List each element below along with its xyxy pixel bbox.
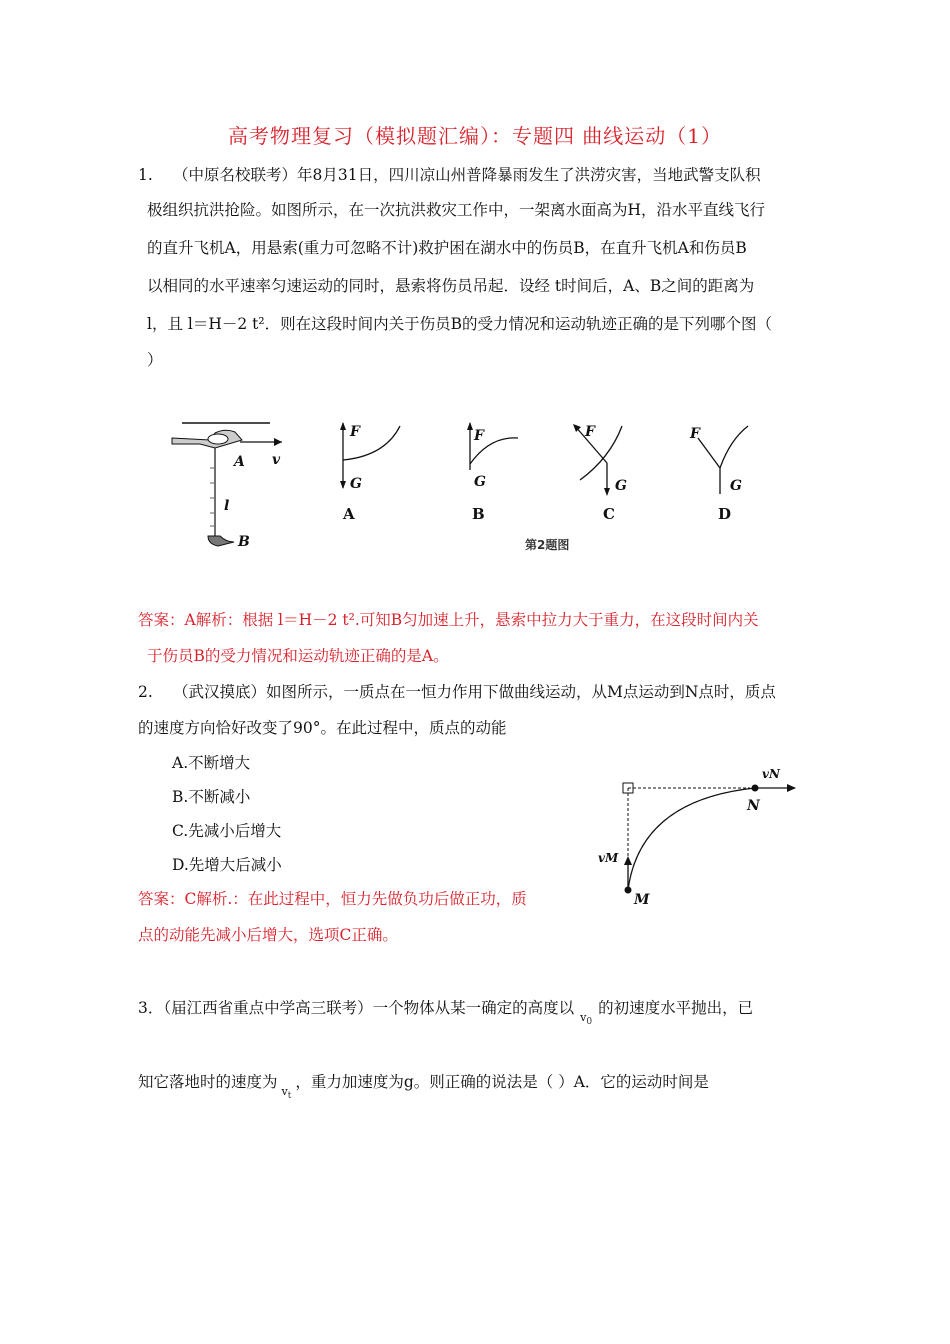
q2-option-D: D.先增大后减小 bbox=[172, 856, 282, 874]
vt-symbol: vt bbox=[281, 1085, 292, 1102]
vN-label: vN bbox=[762, 767, 780, 781]
q2-answer-line-2: 点的动能先减小后增大，选项C正确。 bbox=[138, 926, 398, 944]
option-A-diagram bbox=[340, 422, 400, 523]
q2-number: 2. bbox=[138, 683, 153, 701]
q1-line-5: l，且 l＝H－2 t²．则在这段时间内关于伤员B的受力情况和运动轨迹正确的是下列哪个图（ bbox=[147, 315, 772, 333]
q1-line-2: 极组织抗洪抢险。如图所示，在一次抗洪救灾工作中，一架离水面高为H，沿水平直线飞行 bbox=[147, 201, 766, 219]
q2-option-A: A.不断增大 bbox=[172, 754, 251, 772]
N-label: N bbox=[747, 798, 760, 814]
q3-line-2 bbox=[138, 1072, 709, 1102]
heli-label-A: A bbox=[234, 454, 245, 470]
helicopter-icon bbox=[172, 423, 270, 448]
option-B-diagram bbox=[467, 422, 518, 523]
svg-text:F: F bbox=[585, 424, 595, 440]
q3-line-1-b: 的初速度水平抛出，已 bbox=[598, 999, 754, 1017]
option-C-diagram bbox=[573, 424, 627, 523]
svg-text:G: G bbox=[474, 474, 486, 490]
svg-text:F: F bbox=[690, 426, 700, 442]
svg-text:F: F bbox=[474, 428, 484, 444]
q1-line-4: 以相同的水平速率匀速运动的同时，悬索将伤员吊起．设经 t时间后，A、B之间的距离为 bbox=[147, 277, 755, 295]
heli-label-v: v bbox=[272, 452, 281, 468]
q2-option-B: B.不断减小 bbox=[172, 788, 251, 806]
svg-text:G: G bbox=[730, 478, 742, 494]
vM-label: vM bbox=[598, 851, 619, 865]
svg-text:B: B bbox=[472, 505, 485, 523]
q2-line-2: 的速度方向恰好改变了90°。在此过程中，质点的动能 bbox=[138, 719, 507, 737]
q3-line-2-b: ，重力加速度为g。则正确的说法是（ ）A．它的运动时间是 bbox=[295, 1073, 709, 1091]
heli-label-B: B bbox=[238, 534, 250, 550]
q1-answer-line-2: 于伤员B的受力情况和运动轨迹正确的是A。 bbox=[147, 647, 449, 665]
q1-figure bbox=[160, 418, 800, 558]
q1-line-1: （中原名校联考）年8月31日，四川凉山州普降暴雨发生了洪涝灾害，当地武警支队积 bbox=[173, 166, 761, 184]
q1-line-3: 的直升飞机A，用悬索(重力可忽略不计)救护困在湖水中的伤员B，在直升飞机A和伤员B bbox=[147, 239, 747, 257]
figure-caption: 第2题图 bbox=[525, 538, 570, 552]
svg-text:F: F bbox=[350, 424, 360, 440]
svg-text:A: A bbox=[343, 505, 355, 523]
q1-answer-line-1: 答案：A解析：根据 l＝H－2 t².可知B匀加速上升，悬索中拉力大于重力，在这段时间内关 bbox=[138, 611, 759, 629]
svg-text:D: D bbox=[718, 505, 732, 523]
q2-option-C: C.先减小后增大 bbox=[172, 822, 282, 840]
M-label: M bbox=[634, 892, 650, 908]
v0-symbol: v0 bbox=[580, 1011, 593, 1028]
q2-answer-line-1: 答案：C解析.：在此过程中，恒力先做负功后做正功，质 bbox=[138, 890, 527, 908]
page-title: 高考物理复习（模拟题汇编）：专题四 曲线运动（1） bbox=[227, 124, 723, 148]
q3-line-1-a: 3．（届江西省重点中学高三联考）一个物体从某一确定的高度以 bbox=[138, 999, 575, 1017]
q1-line-6: ） bbox=[147, 351, 163, 369]
q2-line-1: （武汉摸底）如图所示，一质点在一恒力作用下做曲线运动，从M点运动到N点时，质点 bbox=[173, 683, 776, 701]
q3-line-2-a: 知它落地时的速度为 bbox=[138, 1073, 278, 1091]
svg-text:G: G bbox=[615, 478, 627, 494]
q1-number: 1. bbox=[138, 166, 153, 184]
svg-text:C: C bbox=[603, 505, 615, 523]
svg-text:G: G bbox=[350, 476, 362, 492]
q2-figure bbox=[590, 760, 810, 910]
heli-label-l: l bbox=[224, 498, 230, 514]
option-D-diagram bbox=[689, 426, 748, 523]
q3-line-1 bbox=[138, 998, 754, 1028]
